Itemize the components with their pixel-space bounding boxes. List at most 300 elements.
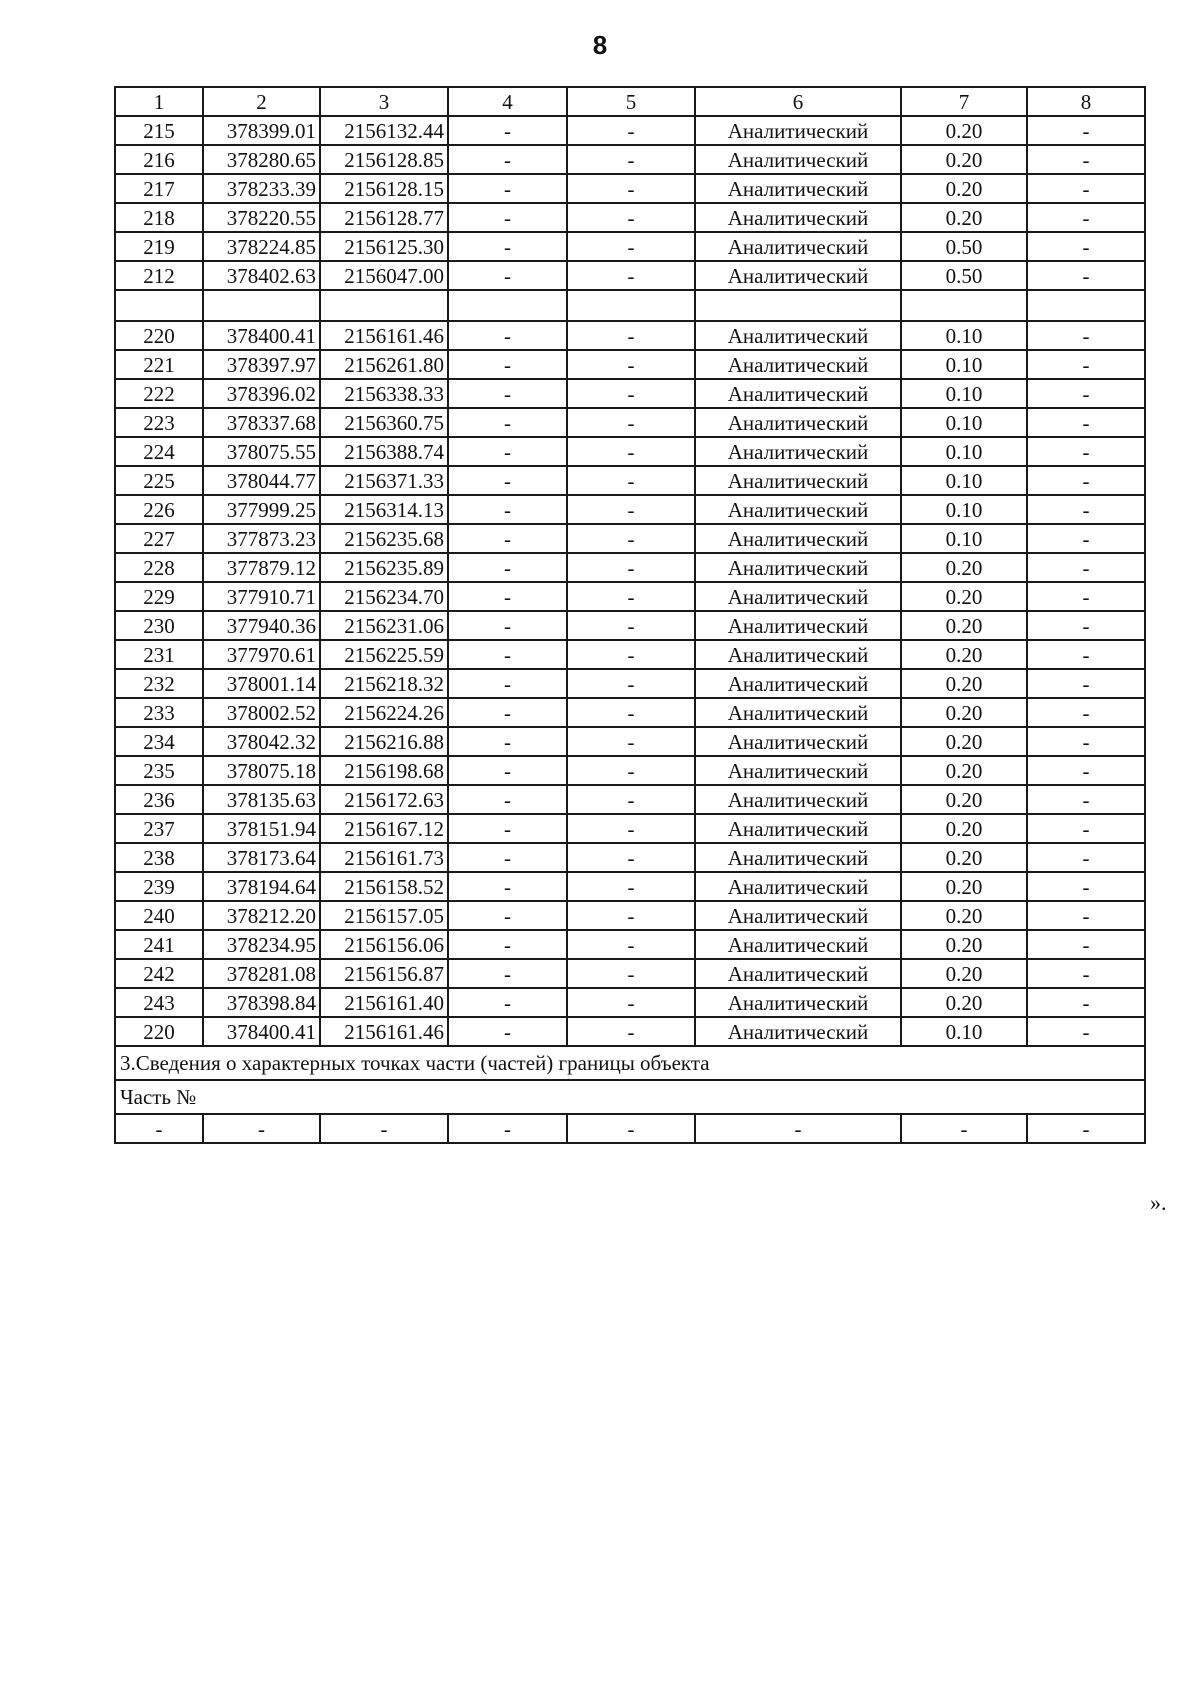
table-cell: - bbox=[448, 466, 567, 495]
table-cell: 0.10 bbox=[901, 379, 1027, 408]
column-header-4: 4 bbox=[448, 87, 567, 116]
table-cell: - bbox=[448, 524, 567, 553]
table-row bbox=[115, 785, 1145, 814]
table-cell: 0.10 bbox=[901, 466, 1027, 495]
table-row bbox=[115, 727, 1145, 756]
table-cell: 236 bbox=[115, 785, 203, 814]
table-cell: 378400.41 bbox=[203, 1017, 320, 1046]
table-row bbox=[115, 379, 1145, 408]
table-row bbox=[115, 611, 1145, 640]
table-cell: 0.10 bbox=[901, 321, 1027, 350]
table-cell: 219 bbox=[115, 232, 203, 261]
table-cell: 234 bbox=[115, 727, 203, 756]
table-cell: - bbox=[115, 1114, 203, 1143]
table-cell: 0.20 bbox=[901, 959, 1027, 988]
table-cell: Аналитический bbox=[695, 785, 901, 814]
table-cell: 221 bbox=[115, 350, 203, 379]
table-cell: 240 bbox=[115, 901, 203, 930]
table-cell: 2156128.15 bbox=[320, 174, 448, 203]
table-cell: Аналитический bbox=[695, 261, 901, 290]
table-cell: 0.20 bbox=[901, 553, 1027, 582]
table-cell: 0.20 bbox=[901, 785, 1027, 814]
table-cell: 378399.01 bbox=[203, 116, 320, 145]
table-cell: - bbox=[567, 756, 695, 785]
table-cell: 378173.64 bbox=[203, 843, 320, 872]
table-cell: - bbox=[1027, 727, 1145, 756]
table-cell: - bbox=[1027, 466, 1145, 495]
table-cell: - bbox=[1027, 872, 1145, 901]
table-cell: 378151.94 bbox=[203, 814, 320, 843]
table-cell: 378075.55 bbox=[203, 437, 320, 466]
table-cell: - bbox=[567, 495, 695, 524]
table-cell: Аналитический bbox=[695, 321, 901, 350]
table-cell: - bbox=[448, 437, 567, 466]
empty-row bbox=[115, 290, 1145, 321]
table-cell: - bbox=[567, 872, 695, 901]
table-cell: 378224.85 bbox=[203, 232, 320, 261]
empty-cell bbox=[448, 290, 567, 321]
table-cell: - bbox=[567, 116, 695, 145]
table-cell: 0.10 bbox=[901, 1017, 1027, 1046]
table-cell: 378402.63 bbox=[203, 261, 320, 290]
table-cell: Аналитический bbox=[695, 872, 901, 901]
table-cell: 212 bbox=[115, 261, 203, 290]
table-cell: 0.10 bbox=[901, 437, 1027, 466]
table-cell: - bbox=[567, 901, 695, 930]
table-cell: - bbox=[1027, 203, 1145, 232]
table-cell: 377970.61 bbox=[203, 640, 320, 669]
table-cell: - bbox=[1027, 698, 1145, 727]
table-cell: 215 bbox=[115, 116, 203, 145]
table-cell: Аналитический bbox=[695, 727, 901, 756]
empty-cell bbox=[115, 290, 203, 321]
table-cell: 0.20 bbox=[901, 640, 1027, 669]
table-cell: - bbox=[448, 843, 567, 872]
table-cell: 0.20 bbox=[901, 930, 1027, 959]
table-cell: 378337.68 bbox=[203, 408, 320, 437]
table-cell: - bbox=[448, 785, 567, 814]
table-cell: 2156235.68 bbox=[320, 524, 448, 553]
table-cell: 243 bbox=[115, 988, 203, 1017]
table-cell: - bbox=[567, 582, 695, 611]
table-row bbox=[115, 232, 1145, 261]
table-cell: 2156216.88 bbox=[320, 727, 448, 756]
table-cell: 225 bbox=[115, 466, 203, 495]
table-cell: Аналитический bbox=[695, 901, 901, 930]
table-cell: - bbox=[448, 988, 567, 1017]
column-header-2: 2 bbox=[203, 87, 320, 116]
table-cell: 377910.71 bbox=[203, 582, 320, 611]
table-cell: - bbox=[567, 727, 695, 756]
table-row bbox=[115, 582, 1145, 611]
table-cell: - bbox=[567, 669, 695, 698]
table-cell: Аналитический bbox=[695, 524, 901, 553]
table-cell: 0.50 bbox=[901, 261, 1027, 290]
table-cell: Аналитический bbox=[695, 174, 901, 203]
table-cell: - bbox=[448, 959, 567, 988]
table-cell: - bbox=[448, 408, 567, 437]
table-cell: - bbox=[448, 814, 567, 843]
table-row bbox=[115, 261, 1145, 290]
table-cell: Аналитический bbox=[695, 379, 901, 408]
table-cell: - bbox=[567, 145, 695, 174]
table-cell: 2156231.06 bbox=[320, 611, 448, 640]
empty-cell bbox=[695, 290, 901, 321]
table-cell: - bbox=[448, 1114, 567, 1143]
table-cell: 2156235.89 bbox=[320, 553, 448, 582]
table-cell: 2156338.33 bbox=[320, 379, 448, 408]
table-cell: 226 bbox=[115, 495, 203, 524]
table-cell: - bbox=[448, 232, 567, 261]
table-cell: Аналитический bbox=[695, 466, 901, 495]
column-header-1: 1 bbox=[115, 87, 203, 116]
table-cell: - bbox=[567, 611, 695, 640]
table-cell: - bbox=[567, 814, 695, 843]
table-cell: 2156132.44 bbox=[320, 116, 448, 145]
table-row bbox=[115, 350, 1145, 379]
table-cell: - bbox=[567, 698, 695, 727]
table-row bbox=[115, 669, 1145, 698]
table-cell: Аналитический bbox=[695, 408, 901, 437]
table-cell: 231 bbox=[115, 640, 203, 669]
table-cell: Аналитический bbox=[695, 988, 901, 1017]
column-header-8: 8 bbox=[1027, 87, 1145, 116]
table-cell: - bbox=[1027, 756, 1145, 785]
table-cell: 378075.18 bbox=[203, 756, 320, 785]
table-row bbox=[115, 553, 1145, 582]
table-row bbox=[115, 814, 1145, 843]
table-cell: 0.20 bbox=[901, 756, 1027, 785]
table-row bbox=[115, 930, 1145, 959]
empty-cell bbox=[320, 290, 448, 321]
table-cell: - bbox=[448, 203, 567, 232]
section-heading: 3.Сведения о характерных точках части (частей) границы объекта bbox=[115, 1046, 1145, 1080]
table-row bbox=[115, 116, 1145, 145]
part-label: Часть № bbox=[115, 1080, 1145, 1114]
table-cell: - bbox=[1027, 524, 1145, 553]
table-cell: 241 bbox=[115, 930, 203, 959]
table-cell: - bbox=[567, 350, 695, 379]
table-cell: 2156360.75 bbox=[320, 408, 448, 437]
table-cell: 2156161.46 bbox=[320, 1017, 448, 1046]
table-cell: Аналитический bbox=[695, 495, 901, 524]
table-cell: - bbox=[1027, 1114, 1145, 1143]
table-row bbox=[115, 640, 1145, 669]
page-number: 8 bbox=[592, 30, 608, 60]
table-cell: 378396.02 bbox=[203, 379, 320, 408]
table-row bbox=[115, 321, 1145, 350]
table-cell: - bbox=[448, 727, 567, 756]
table-cell: 2156234.70 bbox=[320, 582, 448, 611]
table-cell: Аналитический bbox=[695, 203, 901, 232]
table-cell: 0.20 bbox=[901, 901, 1027, 930]
table-cell: 2156261.80 bbox=[320, 350, 448, 379]
table-cell: - bbox=[567, 988, 695, 1017]
table-cell: - bbox=[448, 553, 567, 582]
table-cell: 0.20 bbox=[901, 814, 1027, 843]
table-cell: 237 bbox=[115, 814, 203, 843]
table-cell: - bbox=[1027, 1017, 1145, 1046]
table-cell: 230 bbox=[115, 611, 203, 640]
table-row bbox=[115, 524, 1145, 553]
table-cell: 242 bbox=[115, 959, 203, 988]
table-cell: - bbox=[567, 321, 695, 350]
table-cell: 378001.14 bbox=[203, 669, 320, 698]
table-cell: 238 bbox=[115, 843, 203, 872]
table-cell: 235 bbox=[115, 756, 203, 785]
part-label-row bbox=[115, 1080, 1145, 1114]
table-cell: 0.10 bbox=[901, 495, 1027, 524]
table-cell: - bbox=[1027, 437, 1145, 466]
table-cell: 0.10 bbox=[901, 524, 1027, 553]
table-cell: Аналитический bbox=[695, 640, 901, 669]
table-cell: 0.20 bbox=[901, 669, 1027, 698]
table-cell: 377999.25 bbox=[203, 495, 320, 524]
table-cell: - bbox=[567, 959, 695, 988]
table-row bbox=[115, 756, 1145, 785]
table-cell: Аналитический bbox=[695, 611, 901, 640]
table-cell: - bbox=[567, 174, 695, 203]
table-cell: - bbox=[567, 408, 695, 437]
table-cell: Аналитический bbox=[695, 553, 901, 582]
table-cell: - bbox=[567, 553, 695, 582]
table-cell: 2156388.74 bbox=[320, 437, 448, 466]
table-cell: 2156218.32 bbox=[320, 669, 448, 698]
table-cell: 220 bbox=[115, 321, 203, 350]
table-cell: - bbox=[567, 930, 695, 959]
table-cell: 229 bbox=[115, 582, 203, 611]
table-cell: - bbox=[1027, 174, 1145, 203]
table-cell: - bbox=[567, 843, 695, 872]
table-cell: 222 bbox=[115, 379, 203, 408]
table-cell: - bbox=[1027, 495, 1145, 524]
table-cell: 2156161.46 bbox=[320, 321, 448, 350]
table-row bbox=[115, 408, 1145, 437]
table-cell: - bbox=[567, 232, 695, 261]
table-cell: - bbox=[448, 174, 567, 203]
table-row bbox=[115, 901, 1145, 930]
table-row bbox=[115, 698, 1145, 727]
table-cell: - bbox=[1027, 350, 1145, 379]
table-cell: 378002.52 bbox=[203, 698, 320, 727]
table-row bbox=[115, 959, 1145, 988]
table-cell: - bbox=[567, 466, 695, 495]
table-cell: - bbox=[1027, 553, 1145, 582]
table-cell: Аналитический bbox=[695, 698, 901, 727]
table-cell: - bbox=[567, 640, 695, 669]
table-cell: Аналитический bbox=[695, 232, 901, 261]
table-cell: Аналитический bbox=[695, 959, 901, 988]
table-cell: - bbox=[1027, 261, 1145, 290]
table-cell: 2156156.06 bbox=[320, 930, 448, 959]
table-cell: - bbox=[1027, 116, 1145, 145]
section-heading-row bbox=[115, 1046, 1145, 1080]
table-cell: Аналитический bbox=[695, 116, 901, 145]
table-cell: 228 bbox=[115, 553, 203, 582]
table-cell: 0.20 bbox=[901, 727, 1027, 756]
table-cell: 378233.39 bbox=[203, 174, 320, 203]
table-cell: - bbox=[1027, 988, 1145, 1017]
table-cell: 0.20 bbox=[901, 116, 1027, 145]
table-cell: 2156157.05 bbox=[320, 901, 448, 930]
table-cell: - bbox=[448, 872, 567, 901]
table-cell: 2156047.00 bbox=[320, 261, 448, 290]
empty-cell bbox=[567, 290, 695, 321]
table-cell: - bbox=[567, 785, 695, 814]
table-cell: 227 bbox=[115, 524, 203, 553]
table-cell: 2156198.68 bbox=[320, 756, 448, 785]
table-cell: - bbox=[448, 698, 567, 727]
table-cell: 217 bbox=[115, 174, 203, 203]
table-cell: - bbox=[448, 669, 567, 698]
table-cell: - bbox=[1027, 611, 1145, 640]
table-cell: 0.20 bbox=[901, 843, 1027, 872]
table-row bbox=[115, 988, 1145, 1017]
table-cell: 2156156.87 bbox=[320, 959, 448, 988]
table-cell: - bbox=[448, 582, 567, 611]
boundary-points-table bbox=[114, 86, 1146, 1144]
table-cell: - bbox=[1027, 379, 1145, 408]
table-cell: - bbox=[448, 321, 567, 350]
table-cell: 0.20 bbox=[901, 582, 1027, 611]
table-cell: 377940.36 bbox=[203, 611, 320, 640]
table-cell: - bbox=[320, 1114, 448, 1143]
table-cell: Аналитический bbox=[695, 756, 901, 785]
table-row bbox=[115, 437, 1145, 466]
table-row bbox=[115, 872, 1145, 901]
table-cell: Аналитический bbox=[695, 437, 901, 466]
table-cell: 2156128.85 bbox=[320, 145, 448, 174]
table-cell: 0.20 bbox=[901, 988, 1027, 1017]
table-cell: - bbox=[1027, 843, 1145, 872]
table-cell: 2156161.73 bbox=[320, 843, 448, 872]
table-cell: - bbox=[567, 524, 695, 553]
table-cell: - bbox=[448, 611, 567, 640]
table-cell: 233 bbox=[115, 698, 203, 727]
table-cell: - bbox=[567, 1114, 695, 1143]
table-row bbox=[115, 203, 1145, 232]
table-cell: 2156128.77 bbox=[320, 203, 448, 232]
table-cell: 2156224.26 bbox=[320, 698, 448, 727]
column-header-3: 3 bbox=[320, 87, 448, 116]
table-cell: 2156125.30 bbox=[320, 232, 448, 261]
column-header-6: 6 bbox=[695, 87, 901, 116]
table-cell: 224 bbox=[115, 437, 203, 466]
table-cell: 2156161.40 bbox=[320, 988, 448, 1017]
table-cell: - bbox=[1027, 930, 1145, 959]
table-cell: - bbox=[567, 437, 695, 466]
table-cell: 2156158.52 bbox=[320, 872, 448, 901]
table-cell: 218 bbox=[115, 203, 203, 232]
table-cell: - bbox=[567, 1017, 695, 1046]
table-cell: - bbox=[567, 261, 695, 290]
table-cell: - bbox=[695, 1114, 901, 1143]
table-cell: 0.10 bbox=[901, 350, 1027, 379]
table-cell: 2156167.12 bbox=[320, 814, 448, 843]
table-cell: - bbox=[448, 1017, 567, 1046]
table-row bbox=[115, 145, 1145, 174]
table-cell: 2156371.33 bbox=[320, 466, 448, 495]
table-cell: 2156172.63 bbox=[320, 785, 448, 814]
table-cell: - bbox=[448, 379, 567, 408]
table-cell: - bbox=[448, 640, 567, 669]
table-cell: 239 bbox=[115, 872, 203, 901]
table-cell: 378044.77 bbox=[203, 466, 320, 495]
empty-cell bbox=[203, 290, 320, 321]
table-cell: 378398.84 bbox=[203, 988, 320, 1017]
table-cell: 0.20 bbox=[901, 203, 1027, 232]
table-cell: - bbox=[203, 1114, 320, 1143]
table-cell: - bbox=[448, 930, 567, 959]
table-cell: Аналитический bbox=[695, 582, 901, 611]
column-header-5: 5 bbox=[567, 87, 695, 116]
table-cell: Аналитический bbox=[695, 930, 901, 959]
table-cell: - bbox=[901, 1114, 1027, 1143]
table-cell: 0.50 bbox=[901, 232, 1027, 261]
table-cell: 0.20 bbox=[901, 611, 1027, 640]
table-row bbox=[115, 843, 1145, 872]
table-cell: 377873.23 bbox=[203, 524, 320, 553]
table-cell: - bbox=[448, 350, 567, 379]
table-cell: - bbox=[1027, 669, 1145, 698]
table-cell: - bbox=[448, 756, 567, 785]
header-row bbox=[115, 87, 1145, 116]
table-cell: - bbox=[1027, 959, 1145, 988]
table-row bbox=[115, 174, 1145, 203]
table-cell: 378280.65 bbox=[203, 145, 320, 174]
table-cell: - bbox=[1027, 232, 1145, 261]
table-cell: - bbox=[1027, 145, 1145, 174]
table-cell: - bbox=[1027, 321, 1145, 350]
table-cell: 378397.97 bbox=[203, 350, 320, 379]
table-cell: - bbox=[567, 379, 695, 408]
final-row bbox=[115, 1114, 1145, 1143]
table-cell: - bbox=[1027, 582, 1145, 611]
table-cell: 232 bbox=[115, 669, 203, 698]
table-cell: 220 bbox=[115, 1017, 203, 1046]
table-cell: 0.20 bbox=[901, 145, 1027, 174]
table-cell: - bbox=[1027, 901, 1145, 930]
table-cell: 378042.32 bbox=[203, 727, 320, 756]
table-cell: - bbox=[448, 495, 567, 524]
table-cell: 2156314.13 bbox=[320, 495, 448, 524]
empty-cell bbox=[901, 290, 1027, 321]
table-cell: 2156225.59 bbox=[320, 640, 448, 669]
table-cell: - bbox=[567, 203, 695, 232]
table-cell: Аналитический bbox=[695, 814, 901, 843]
column-header-7: 7 bbox=[901, 87, 1027, 116]
table-cell: - bbox=[1027, 785, 1145, 814]
table-cell: 377879.12 bbox=[203, 553, 320, 582]
table-cell: 216 bbox=[115, 145, 203, 174]
table-cell: 378234.95 bbox=[203, 930, 320, 959]
table-cell: - bbox=[448, 145, 567, 174]
table-cell: - bbox=[1027, 408, 1145, 437]
closing-quote: ». bbox=[1150, 1190, 1167, 1215]
table-cell: 0.20 bbox=[901, 174, 1027, 203]
table-cell: 378135.63 bbox=[203, 785, 320, 814]
table-row bbox=[115, 1017, 1145, 1046]
table-row bbox=[115, 466, 1145, 495]
table-row bbox=[115, 495, 1145, 524]
table-cell: 378212.20 bbox=[203, 901, 320, 930]
table-cell: - bbox=[1027, 640, 1145, 669]
table-cell: Аналитический bbox=[695, 350, 901, 379]
table-cell: - bbox=[448, 116, 567, 145]
empty-cell bbox=[1027, 290, 1145, 321]
table-cell: 0.20 bbox=[901, 872, 1027, 901]
table-cell: 223 bbox=[115, 408, 203, 437]
